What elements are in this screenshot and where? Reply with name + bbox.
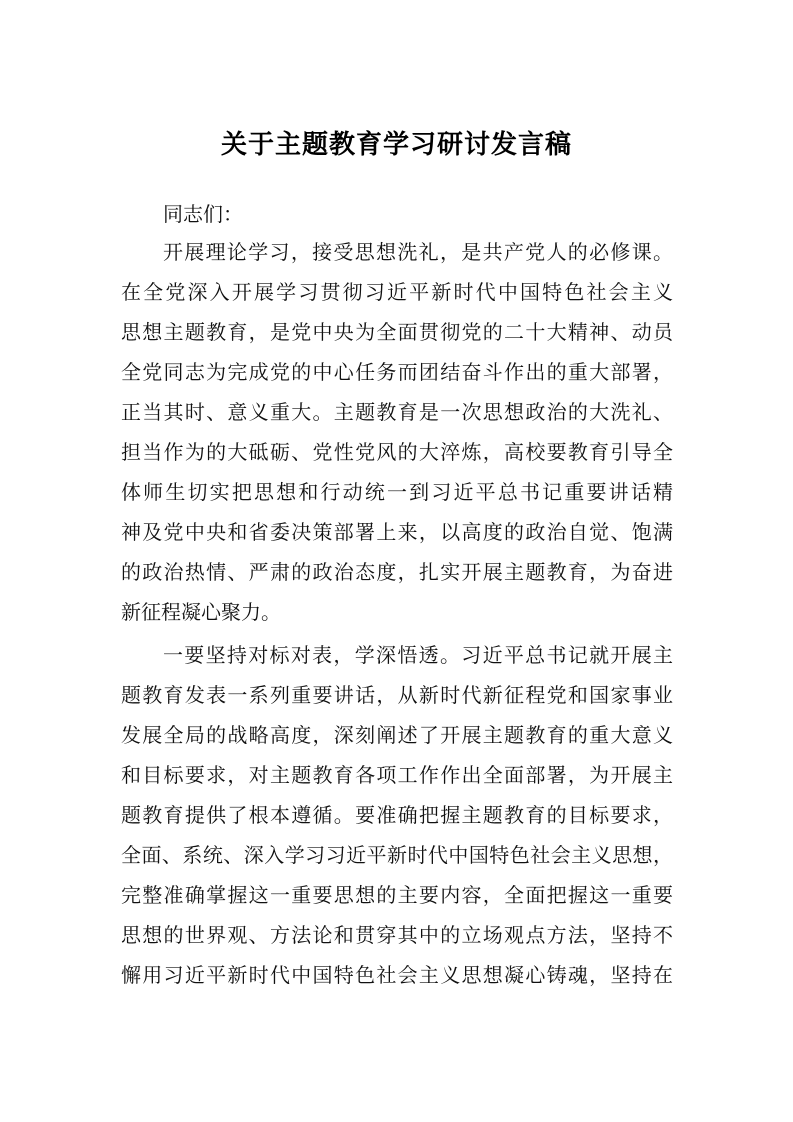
paragraph-1-line-2: 在全党深入开展学习贯彻习近平新时代中国特色社会主义 <box>121 280 673 304</box>
paragraph-2-line-9: 懈用习近平新时代中国特色社会主义思想凝心铸魂，坚持在 <box>121 963 673 987</box>
paragraph-2-line-4: 和目标要求，对主题教育各项工作作出全面部署，为开展主 <box>121 763 673 787</box>
paragraph-1-line-1: 开展理论学习，接受思想洗礼，是共产党人的必修课。 <box>163 240 673 264</box>
paragraph-1-line-4: 全党同志为完成党的中心任务而团结奋斗作出的重大部署， <box>121 360 673 384</box>
paragraph-2-line-2: 题教育发表一系列重要讲话，从新时代新征程党和国家事业 <box>121 683 673 707</box>
paragraph-2-line-1: 一要坚持对标对表，学深悟透。习近平总书记就开展主 <box>163 643 673 667</box>
paragraph-1-line-9: 的政治热情、严肃的政治态度，扎实开展主题教育，为奋进 <box>121 560 673 584</box>
paragraph-1-line-6: 担当作为的大砥砺、党性党风的大淬炼，高校要教育引导全 <box>121 440 673 464</box>
salutation: 同志们： <box>163 202 243 226</box>
paragraph-1-line-3: 思想主题教育，是党中央为全面贯彻党的二十大精神、动员 <box>121 320 673 344</box>
paragraph-1-line-5: 正当其时、意义重大。主题教育是一次思想政治的大洗礼、 <box>121 400 673 424</box>
paragraph-2-line-6: 全面、系统、深入学习习近平新时代中国特色社会主义思想， <box>121 843 673 867</box>
document-title: 关于主题教育学习研讨发言稿 <box>220 130 572 160</box>
paragraph-2-line-8: 思想的世界观、方法论和贯穿其中的立场观点方法，坚持不 <box>121 923 673 947</box>
paragraph-1-line-7: 体师生切实把思想和行动统一到习近平总书记重要讲话精 <box>121 480 673 504</box>
paragraph-2-line-7: 完整准确掌握这一重要思想的主要内容，全面把握这一重要 <box>121 883 673 907</box>
paragraph-2-line-5: 题教育提供了根本遵循。要准确把握主题教育的目标要求， <box>121 803 673 827</box>
paragraph-1-line-10: 新征程凝心聚力。 <box>121 600 281 624</box>
paragraph-1-line-8: 神及党中央和省委决策部署上来，以高度的政治自觉、饱满 <box>121 520 673 544</box>
paragraph-2-line-3: 发展全局的战略高度，深刻阐述了开展主题教育的重大意义 <box>121 723 673 747</box>
